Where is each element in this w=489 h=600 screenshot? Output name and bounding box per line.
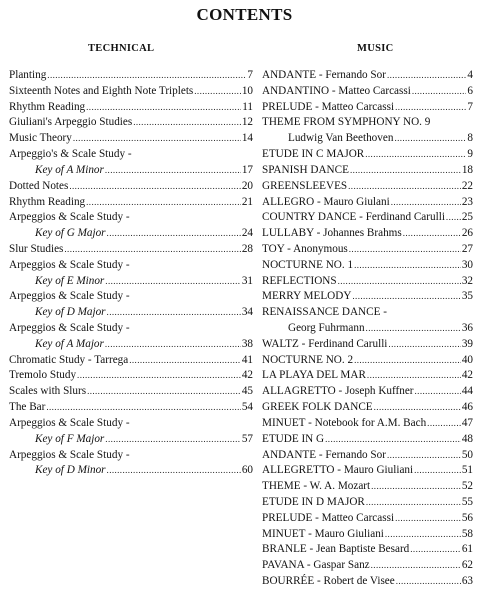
dot-leader <box>367 368 461 384</box>
dot-leader <box>348 179 461 195</box>
technical-entry[interactable] <box>9 289 253 305</box>
technical-entry[interactable] <box>9 115 253 131</box>
technical-entry-page: 7 <box>247 69 253 81</box>
music-entry-title: MINUET - Notebook for A.M. Bach <box>262 416 427 429</box>
music-entry[interactable] <box>262 195 473 211</box>
dot-leader <box>387 448 461 464</box>
dot-leader <box>371 558 461 574</box>
dot-leader <box>395 100 466 116</box>
music-entry-page: 26 <box>461 227 473 240</box>
dot-leader <box>46 400 240 416</box>
dot-leader <box>107 226 241 242</box>
technical-entry[interactable] <box>9 163 253 179</box>
music-entry[interactable] <box>262 289 473 305</box>
music-entry-page: 35 <box>461 290 473 303</box>
technical-entry[interactable] <box>9 210 253 226</box>
page-title: CONTENTS <box>196 5 293 24</box>
music-entry-title: Georg Fuhrmann <box>288 322 365 334</box>
music-entry-page: 36 <box>461 322 473 334</box>
dot-leader <box>47 68 246 84</box>
music-entry[interactable] <box>262 242 473 258</box>
music-contents-list <box>262 68 473 590</box>
technical-entry-title: Key of G Major <box>35 227 106 240</box>
music-entry[interactable] <box>262 558 473 574</box>
technical-entry-title: Arpeggios & Scale Study - <box>9 322 130 334</box>
technical-entry-page: 54 <box>241 401 253 414</box>
technical-entry-title: Key of D Minor <box>35 464 106 477</box>
music-entry-title: ALLEGRO - Mauro Giulani <box>262 195 390 208</box>
dot-leader <box>412 84 467 100</box>
technical-entry[interactable] <box>9 321 253 337</box>
music-entry-title: WALTZ - Ferdinand Carulli <box>262 337 388 350</box>
music-entry-title: THEME - W. A. Mozart <box>262 480 371 493</box>
music-entry[interactable] <box>262 353 473 369</box>
music-entry[interactable] <box>262 147 473 163</box>
music-entry-page: 48 <box>461 432 473 445</box>
music-entry-title: LA PLAYA DEL MAR <box>262 369 366 382</box>
technical-entry-page: 57 <box>241 432 253 445</box>
dot-leader <box>107 305 241 321</box>
technical-entry[interactable] <box>9 274 253 290</box>
music-entry[interactable] <box>262 542 473 558</box>
music-entry-page: 51 <box>461 464 473 477</box>
technical-entry[interactable] <box>9 84 253 100</box>
technical-entry-page: 31 <box>241 274 253 287</box>
dot-leader <box>107 463 241 479</box>
technical-entry-title: The Bar <box>9 401 46 414</box>
technical-entry[interactable] <box>9 226 253 242</box>
dot-leader <box>350 163 461 179</box>
technical-entry-page: 12 <box>241 116 253 129</box>
technical-entry-title: Key of E Minor <box>35 274 105 287</box>
technical-entry-title: Slur Studies <box>9 242 64 255</box>
music-entry[interactable] <box>262 384 473 400</box>
music-entry-title: MINUET - Mauro Giuliani <box>262 527 384 540</box>
technical-entry-title: Key of D Major <box>35 306 106 319</box>
technical-entry-page: 24 <box>241 227 253 240</box>
music-entry[interactable] <box>262 432 473 448</box>
music-entry-page: 6 <box>467 84 473 97</box>
technical-entry-page: 10 <box>241 84 253 97</box>
music-entry-title: LULLABY - Johannes Brahms <box>262 227 402 240</box>
technical-entry-page: 21 <box>241 195 253 208</box>
music-entry-page: 9 <box>467 148 473 161</box>
music-entry[interactable] <box>262 574 473 590</box>
dot-leader <box>194 84 241 100</box>
music-entry-page: 62 <box>461 559 473 572</box>
dot-leader <box>365 147 466 163</box>
technical-entry-title: Key of A Major <box>35 337 104 350</box>
technical-entry-title: Tremolo Study <box>9 369 77 382</box>
music-entry-page: 22 <box>461 179 473 192</box>
music-entry[interactable] <box>262 179 473 195</box>
music-entry[interactable] <box>262 163 473 179</box>
music-entry-page: 56 <box>461 511 473 524</box>
music-entry-page: 58 <box>461 527 473 540</box>
music-entry-page: 47 <box>461 416 473 429</box>
technical-entry[interactable] <box>9 353 253 369</box>
dot-leader <box>86 100 241 116</box>
technical-entry-page: 42 <box>241 369 253 382</box>
technical-entry-title: Rhythm Reading <box>9 195 86 208</box>
technical-contents-list <box>9 68 253 479</box>
dot-leader <box>394 131 466 147</box>
dot-leader <box>385 527 461 543</box>
music-entry[interactable] <box>262 368 473 384</box>
dot-leader <box>354 353 461 369</box>
music-entry[interactable] <box>262 479 473 495</box>
technical-entry[interactable] <box>9 179 253 195</box>
music-entry-title: COUNTRY DANCE - Ferdinand Carulli <box>262 211 445 224</box>
music-entry[interactable] <box>262 448 473 464</box>
music-entry[interactable] <box>262 337 473 353</box>
music-entry-title: ETUDE IN G <box>262 432 325 445</box>
technical-heading: TECHNICAL <box>88 43 155 54</box>
technical-entry-page: 60 <box>241 464 253 477</box>
music-entry-title: PRELUDE - Matteo Carcassi <box>262 100 395 113</box>
technical-entry-title: Sixteenth Notes and Eighth Note Triplets <box>9 84 194 97</box>
music-entry[interactable] <box>262 463 473 479</box>
music-entry[interactable] <box>262 84 473 100</box>
technical-entry[interactable] <box>9 432 253 448</box>
music-entry-page: 4 <box>467 69 473 81</box>
technical-entry-page: 14 <box>241 132 253 145</box>
music-entry-title: ANDANTE - Fernando Sor <box>262 448 386 461</box>
technical-entry[interactable] <box>9 384 253 400</box>
technical-entry-title: Arpeggios & Scale Study - <box>9 258 130 271</box>
technical-entry[interactable] <box>9 416 253 432</box>
music-entry-page: 39 <box>461 337 473 350</box>
technical-entry-title: Scales with Slurs <box>9 385 87 398</box>
music-entry[interactable] <box>262 226 473 242</box>
music-heading: MUSIC <box>357 43 394 54</box>
technical-entry[interactable] <box>9 305 253 321</box>
music-entry-title: Ludwig Van Beethoven <box>288 132 394 145</box>
technical-entry-title: Arpeggio's & Scale Study - <box>9 148 132 161</box>
technical-entry-page: 17 <box>241 163 253 176</box>
technical-entry-page: 41 <box>241 353 253 366</box>
technical-entry-title: Music Theory <box>9 132 72 145</box>
dot-leader <box>446 210 461 226</box>
music-entry[interactable] <box>262 100 473 116</box>
dot-leader <box>349 242 461 258</box>
music-entry-title: ETUDE IN D MAJOR <box>262 495 365 508</box>
dot-leader <box>391 195 461 211</box>
music-entry-title: NOCTURNE NO. 1 <box>262 258 354 271</box>
music-entry-title: ANDANTINO - Matteo Carcassi <box>262 84 411 97</box>
dot-leader <box>374 400 461 416</box>
music-entry-page: 42 <box>461 369 473 382</box>
dot-leader <box>129 353 241 369</box>
music-entry-title: PRELUDE - Matteo Carcassi <box>262 511 395 524</box>
music-entry-page: 32 <box>461 274 473 287</box>
dot-leader <box>366 495 461 511</box>
technical-entry[interactable] <box>9 147 253 163</box>
music-entry[interactable] <box>262 131 473 147</box>
music-entry-title: NOCTURNE NO. 2 <box>262 353 354 366</box>
technical-entry-title: Arpeggios & Scale Study - <box>9 448 130 461</box>
technical-entry-page: 34 <box>241 306 253 319</box>
dot-leader <box>387 68 466 84</box>
technical-entry-page: 20 <box>241 179 253 192</box>
music-entry-title: ANDANTE - Fernando Sor <box>262 69 386 81</box>
dot-leader <box>354 258 461 274</box>
technical-entry-page: 38 <box>241 337 253 350</box>
dot-leader <box>105 337 241 353</box>
technical-entry[interactable] <box>9 195 253 211</box>
dot-leader <box>415 384 461 400</box>
music-entry-title: SPANISH DANCE <box>262 163 349 176</box>
technical-entry[interactable] <box>9 258 253 274</box>
music-entry-title: RENAISSANCE DANCE - <box>262 306 387 319</box>
technical-entry-page: 45 <box>241 385 253 398</box>
technical-entry-title: Arpeggios & Scale Study - <box>9 290 130 303</box>
music-entry-page: 52 <box>461 480 473 493</box>
music-entry[interactable] <box>262 210 473 226</box>
dot-leader <box>371 479 461 495</box>
music-entry-page: 40 <box>461 353 473 366</box>
technical-entry-page: 11 <box>242 100 253 113</box>
music-entry-title: REFLECTIONS <box>262 274 337 287</box>
dot-leader <box>105 274 241 290</box>
music-entry-page: 50 <box>461 448 473 461</box>
technical-entry[interactable] <box>9 131 253 147</box>
music-entry[interactable] <box>262 416 473 432</box>
technical-entry[interactable] <box>9 337 253 353</box>
music-entry-page: 55 <box>461 495 473 508</box>
dot-leader <box>69 179 240 195</box>
dot-leader <box>338 274 461 290</box>
music-entry[interactable] <box>262 115 473 131</box>
dot-leader <box>77 368 241 384</box>
dot-leader <box>395 511 461 527</box>
music-entry[interactable] <box>262 321 473 337</box>
music-entry-page: 61 <box>461 543 473 556</box>
technical-entry-title: Key of A Minor <box>35 163 104 176</box>
technical-entry-title: Key of F Major <box>35 432 105 445</box>
dot-leader <box>388 337 460 353</box>
music-entry-page: 7 <box>467 100 473 113</box>
music-entry-page: 63 <box>461 575 473 587</box>
music-entry[interactable] <box>262 495 473 511</box>
technical-entry-title: Planting <box>9 69 47 81</box>
technical-entry-page: 28 <box>241 242 253 255</box>
music-entry-title: THEME FROM SYMPHONY NO. 9 <box>262 116 431 129</box>
music-entry[interactable] <box>262 511 473 527</box>
music-entry-page: 46 <box>461 401 473 414</box>
music-entry-page: 18 <box>461 163 473 176</box>
music-entry[interactable] <box>262 274 473 290</box>
dot-leader <box>73 131 241 147</box>
music-entry-page: 27 <box>461 242 473 255</box>
technical-entry-title: Arpeggios & Scale Study - <box>9 416 130 429</box>
dot-leader <box>105 163 241 179</box>
music-entry-title: ETUDE IN C MAJOR <box>262 148 365 161</box>
dot-leader <box>64 242 240 258</box>
music-entry-title: ALLAGRETTO - Joseph Kuffner <box>262 385 414 398</box>
technical-entry-title: Rhythm Reading <box>9 100 86 113</box>
technical-entry[interactable] <box>9 448 253 464</box>
technical-entry-title: Arpeggios & Scale Study - <box>9 211 130 224</box>
music-entry[interactable] <box>262 527 473 543</box>
dot-leader <box>414 463 461 479</box>
dot-leader <box>352 289 460 305</box>
music-entry-page: 25 <box>461 211 473 224</box>
technical-entry-title: Dotted Notes <box>9 179 69 192</box>
technical-entry[interactable] <box>9 242 253 258</box>
music-entry-title: GREEK FOLK DANCE <box>262 401 373 414</box>
dot-leader <box>133 115 241 131</box>
music-entry-page: 8 <box>467 132 473 145</box>
dot-leader <box>366 321 461 337</box>
technical-entry[interactable] <box>9 463 253 479</box>
music-entry-title: BOURRÉE - Robert de Visee <box>262 575 395 587</box>
music-entry-page: 23 <box>461 195 473 208</box>
dot-leader <box>410 542 461 558</box>
music-entry-title: GREENSLEEVES <box>262 179 348 192</box>
dot-leader <box>105 432 241 448</box>
dot-leader <box>396 574 461 590</box>
music-entry-title: TOY - Anonymous <box>262 242 348 255</box>
music-entry[interactable] <box>262 305 473 321</box>
music-entry-title: PAVANA - Gaspar Sanz <box>262 559 370 572</box>
music-entry-title: ALLEGRETTO - Mauro Giuliani <box>262 464 414 477</box>
technical-entry-title: Chromatic Study - Tarrega <box>9 353 129 366</box>
dot-leader <box>403 226 461 242</box>
dot-leader <box>87 384 241 400</box>
technical-entry-title: Giuliani's Arpeggio Studies <box>9 116 133 129</box>
music-entry-page: 44 <box>461 385 473 398</box>
technical-entry[interactable] <box>9 68 253 84</box>
technical-entry[interactable] <box>9 400 253 416</box>
music-entry[interactable] <box>262 400 473 416</box>
dot-leader <box>325 432 461 448</box>
music-entry-title: BRANLE - Jean Baptiste Besard <box>262 543 410 556</box>
technical-entry[interactable] <box>9 368 253 384</box>
music-entry-page: 30 <box>461 258 473 271</box>
music-entry[interactable] <box>262 68 473 84</box>
dot-leader <box>86 195 241 211</box>
music-entry[interactable] <box>262 258 473 274</box>
dot-leader <box>427 416 461 432</box>
technical-entry[interactable] <box>9 100 253 116</box>
music-entry-title: MERRY MELODY <box>262 290 352 303</box>
